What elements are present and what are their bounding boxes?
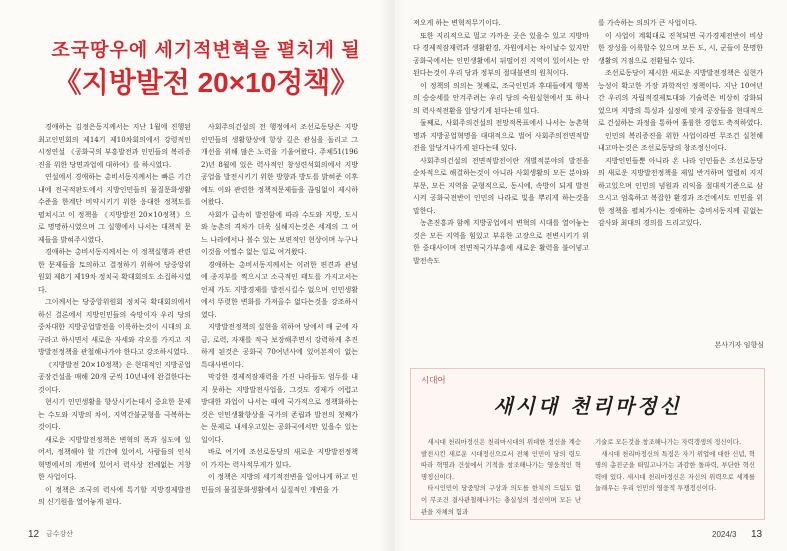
issue-date: 2024/3: [712, 530, 737, 539]
paragraph: 《지방발전 20×10정책》은 현대적인 지방공업공장건설을 매해 20개 군씩 10년내에 완결한다는것이다.: [38, 360, 191, 394]
paragraph: 경애하는 총비서동지께서는 이러한 편견과 관념에 종지부를 찍으시고 소극적인 태도를 가지고서는 언제 가도 지방경제를 발전시킬수 없으며 인민생활에서 뚜렷한 변화를 가져올수 없다는것을 강조하시였다.: [201, 260, 358, 319]
paragraph: 를 가속하는 의의가 큰 사업이다.: [598, 19, 698, 27]
paragraph: 사회주의건설의 전면적발전이란 개별적분야의 발전을 순차적으로 해결하는것이 아니라 사회생활의 모든 분야와 부문, 모든 지역을 균형적으로, 동시에, 속방이 되게 발전시켜 공화국전반이 인민의 나라로 빛을 뿌리게 하는것을 말한다.: [413, 156, 589, 215]
sidebar-box: [410, 368, 765, 520]
paragraph: 이 정책은 조국의 력사에 특기할 지방경제발전의 신기원을 열어놓게 된다.: [38, 485, 191, 506]
right-column-2: [598, 17, 763, 337]
left-column-2: [201, 121, 358, 511]
paragraph: 지방발전정책의 실현을 위하여 당에서 매 군에 자금, 로력, 자재를 적극 보장해주면서 강력하게 추진하게 된것은 공화국 70여년사에 있어본적이 없는 특대사변이다.: [201, 323, 358, 369]
sidebar-column-1: [421, 437, 581, 517]
magazine-name: 금수강산: [46, 531, 74, 538]
paragraph: 타시인민이 당중앙의 구상과 의도를 한치의 드팀도 없이 무조건 결사관철해나가는 충실성의 정신이며 모든 난관을 자체의 힘과: [421, 484, 581, 516]
paragraph: 이 사업이 계획대로 진척되면 국가경제전반이 비상한 장성을 이룩할수 있으며 모든 도, 시, 군들이 문명한 생활의 거점으로 전환될수 있다.: [598, 31, 763, 65]
paragraph: 또한 지리적으로 멀고 가까운 곳은 있을수 있고 지방마다 경제적잠재력과 생활환경, 자원에서는 차이날수 있지만 공화국에서는 인민생활에서 뒤떨어진 지역이 있어서는 안된다는것이 우리 당과 정부의 절대불변의 원칙이다.: [413, 31, 589, 77]
paragraph: 둘째로, 사회주의건설의 전망적목표에서 나서는 농촌혁명과 지방공업혁명을 대대적으로 벌여 사회주의전면적발전을 앞당겨나가게 된다는데 있다.: [413, 119, 589, 152]
paragraph: 연설에서 경애하는 총비서동지께서는 빠른 기간내에 전국적판도에서 지방인민들의 물질문화생활수준을 한계단 비약시키기 위한 응대한 정책도를 펼쳐시고 이 정책을 《지방발전 20×10정책》으로 명명하시였으며 그 실행에서 나서는 대책적 문제들을 밝혀주시였다.: [38, 173, 191, 244]
paragraph: 조선로동당이 제시한 새로운 지방발전정책은 실현가능성이 확고한 가장 과학적인 정책이다. 지난 10여년간 우리의 자립적경제토대와 기술력은 비상히 강화되었으며 지방의 특성과 실정에 맞게 공장들을 현대적으로 건설하는 과정을 통하여 훌륭한 경험도 축적하였다.: [598, 69, 763, 127]
paragraph: 경애하는 총비서동지께서는 이 정책실행과 관련한 문제들을 토의하고 결정하기 위하여 당중앙위원회 제8기 제19차 정치국 확대회의도 소집하시였다.: [38, 248, 191, 294]
paragraph: 새로운 지방발전정책은 변혁의 폭과 심도에 있어서, 정책해야 할 기간에 있어서, 사람들의 인식혁명에서의 개변에 있어서 력사상 전례없는 거창한 사업이다.: [38, 435, 191, 481]
paragraph: 지방인민들뿐 아니라 온 나라 인민들은 조선로동당의 새로운 지방발전정책을 제일 반겨하며 열렬히 지지하고있으며 인민의 념원과 리익을 절대적기준으로 삼으시고 엄혹하고 복잡한 환경과 조건에서도 인민을 위한 정책을 펼쳐가시는 경애하는 총비서동지께 끝없는 감사와 최대의 경의를 드리고있다.: [598, 156, 763, 227]
left-page: [0, 0, 393, 551]
right-page-number: 13: [751, 529, 763, 540]
author-byline: 본사기자 임향심: [714, 341, 764, 349]
sidebar-label: 시대어: [421, 375, 446, 385]
headline-kicker: 조국땅우에 세기적변혁을 펼치게 될: [51, 40, 361, 61]
paragraph: 막강한 경제적잠재력을 가진 나라들도 엄두를 내지 못하는 지방발전사업을, 그것도 경제가 어렵고 방대한 과업이 나서는 때에 국가적으로 정책화하는것은 인민생활향상을 국가의 존립과 발전의 첫째가는 문제로 내세우고있는 공화국에서만 있을수 있는 일이다.: [201, 373, 358, 444]
paragraph: 사회주의건설의 전 행정에서 조선로동당은 지방인민들의 생활향상에 항상 깊은 관심을 돌리고 그 개선을 위해 많은 노력을 기울여왔다. 주체51(1962)년 8월에 있은 력사적인 창성련석회의에서 지방공업을 발전시키기 위한 방향과 방도를 밝혀준 이후에도 이와 관련한 정책적문제들을 끊임없이 제시하여왔다.: [201, 123, 358, 206]
paragraph: 새시대 천리마정신은 천리마시대의 위대한 정신을 계승발전시킨 새로운 시대정신으로서 전체 인민이 당의 령도따라 혁명과 건설에서 기적을 창조해나가는 영웅적인 혁명정신이다.: [421, 438, 581, 481]
headline-main: 《지방발전 20×10정책》: [53, 67, 359, 98]
page-gutter: [380, 0, 408, 551]
paragraph: 이 정책은 지방의 세기적전변을 일어나게 하고 인민들의 물질문화생활에서 실질적인 개변을 가: [201, 473, 358, 494]
paragraph: 바로 여기에 조선로동당의 새로운 지방발전정책이 가지는 력사적무게가 있다.: [201, 448, 358, 469]
paragraph: 새시대 천리마정신의 특징은 자기 위업에 대한 신념, 혁명의 총진군을 떠밀고나가는 과감한 돌파력, 부단한 혁신력에 있다. 새시대 천리마정신은 자신의 위력으로 세계를 놀래우는 우리 인민의 영웅적 투쟁정신이다.: [595, 449, 755, 493]
paragraph: 인민의 복리증진을 위한 사업이라면 무조건 실천해내고마는것은 조선로동당의 창조정신이다.: [598, 131, 763, 152]
left-column-1: [38, 121, 191, 511]
sidebar-title: 새시대 천리마정신: [493, 394, 682, 418]
paragraph: 경애하는 김정은동지께서는 지난 1월에 진행된 최고인민회의 제14기 제10차회의에서 강령적인 시정연설 《공화국의 부흥발전과 인민들의 복리증진을 위한 당면과업에 대하여》를 하시였다.: [38, 123, 191, 169]
paragraph: 기술로 모든것을 창조해나가는 자력갱생의 정신이다.: [595, 438, 741, 446]
paragraph: 사회가 급속히 발전함에 따라 수도와 지방, 도시와 농촌의 격차가 더욱 심해지는것은 세계의 그 어느 나라에서나 볼수 있는 보편적인 현상이며 누구나 이것을 어쩔수 없는 일로 여겨왔다.: [201, 210, 358, 256]
paragraph: 이 정책의 의의는 첫째로, 조국인민과 후대들에게 행복의 승승세를 안겨주려는 우리 당의 숙원실현에서 또 하나의 력사적전환을 앞당기게 된다는데 있다.: [413, 81, 589, 115]
paragraph: 농촌진흥과 함께 지방공업에서 변혁의 시대를 열어놓는것은 모든 지역을 힘있고 부유한 고장으로 전변시키기 위한 중대사이며 전면적국가부흥에 새로운 활력을 불어넣고 발전속도: [413, 219, 589, 265]
sidebar-column-2: [595, 437, 755, 517]
left-page-number: 12: [28, 529, 40, 540]
paragraph: 그이께서는 당중앙위원회 정치국 확대회의에서 하신 결론에서 지방인민들의 숙망이자 우리 당의 중차대한 지방공업발전을 이룩하는것이 시대의 요구라고 하시면서 새로운 자세와 각오를 가지고 지방발전정책을 관철해나가야 한다고 강조하시였다.: [38, 298, 191, 356]
right-column-1: [413, 17, 589, 347]
paragraph: 져오게 하는 변혁적무기이다.: [413, 19, 501, 27]
paragraph: 현시기 인민생활을 향상시키는데서 중요한 문제는 수도와 지방의 차이, 지역간불균형을 극복하는것이다.: [38, 398, 191, 431]
